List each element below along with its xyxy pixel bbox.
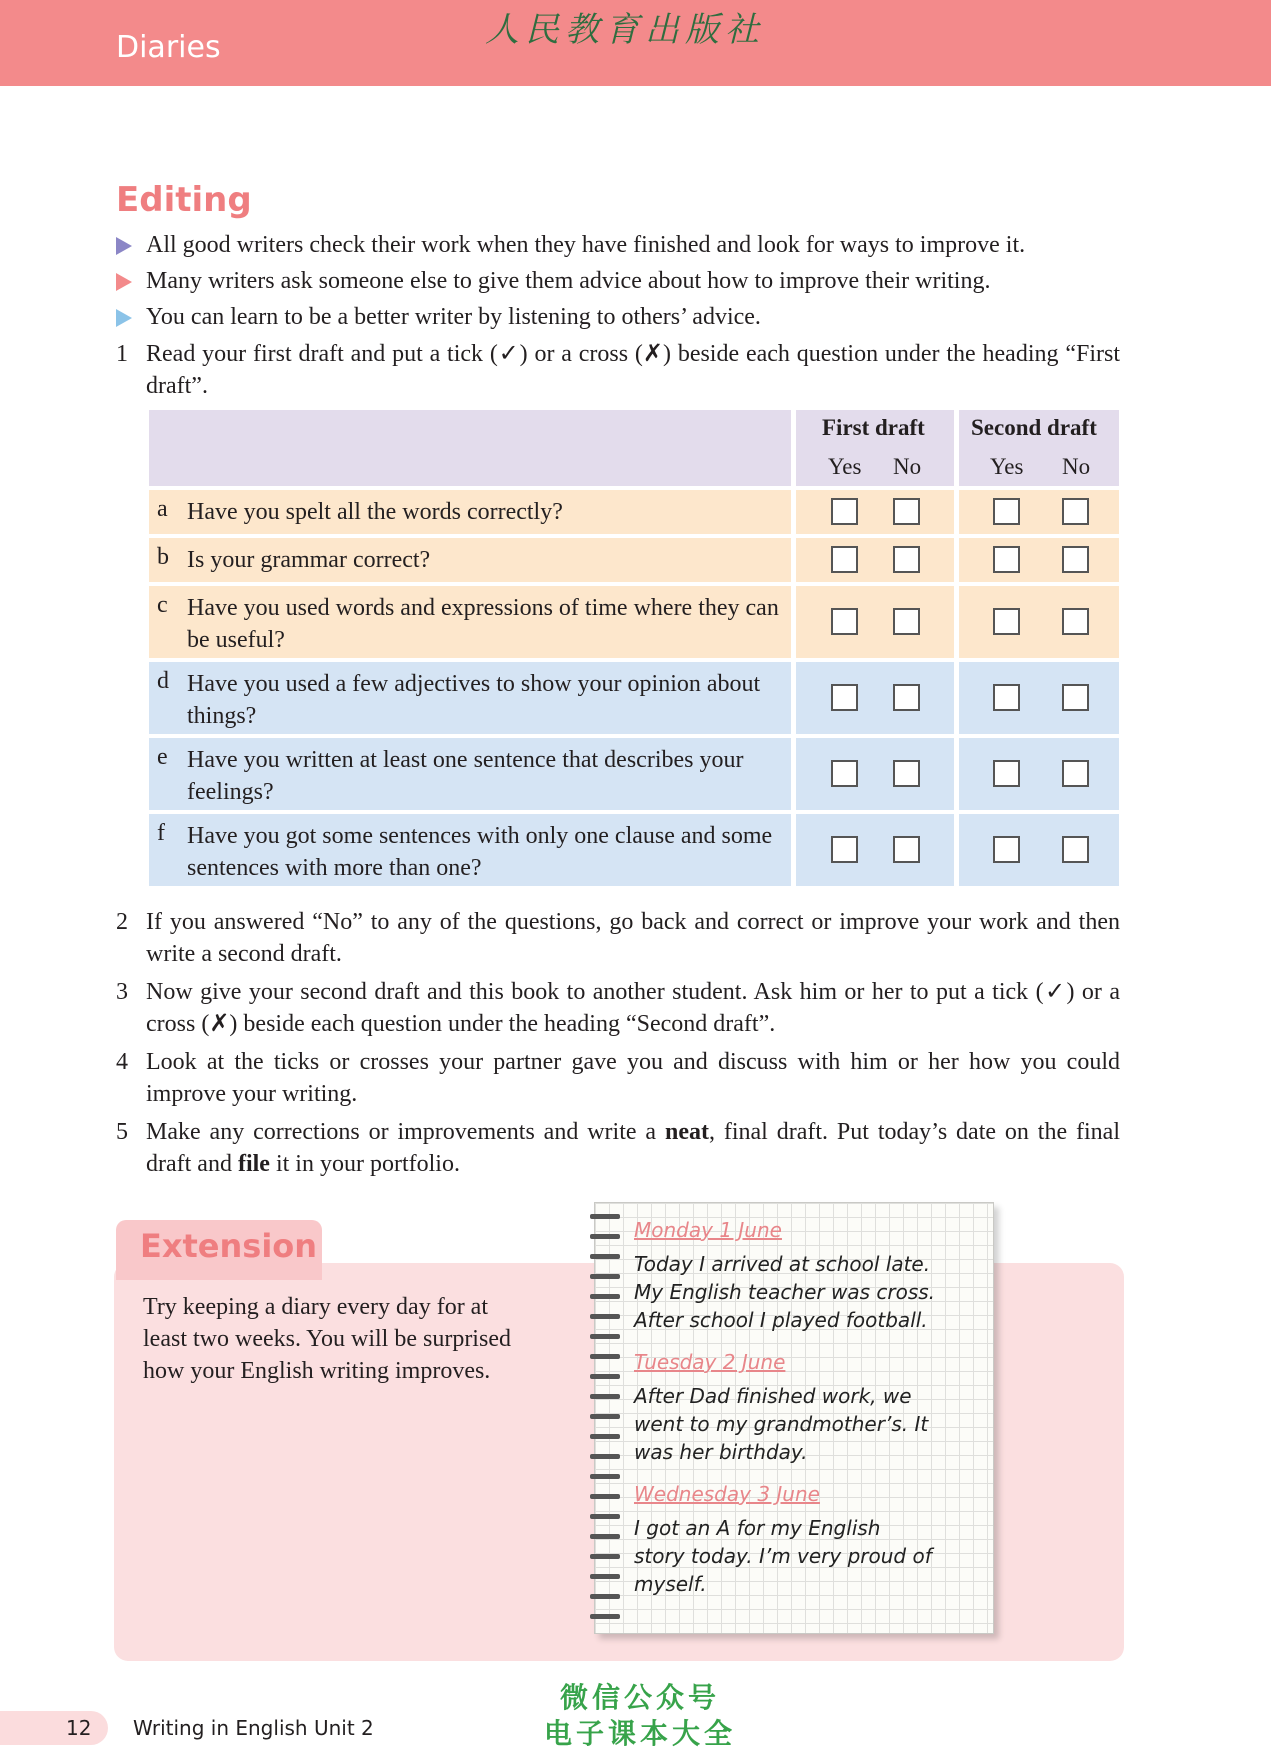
second-draft-no-checkbox[interactable] bbox=[1062, 608, 1089, 635]
first-no-label: No bbox=[893, 454, 922, 479]
table-cell bbox=[959, 662, 1119, 734]
table-cell bbox=[959, 490, 1119, 534]
question-letter: e bbox=[157, 744, 168, 770]
first-draft-label: First draft bbox=[822, 415, 925, 440]
spiral-binding-icon bbox=[590, 1454, 620, 1459]
triangle-bullet-icon bbox=[116, 237, 132, 255]
table-header-blank bbox=[149, 410, 791, 486]
extension-title: Extension bbox=[140, 1227, 318, 1265]
table-cell bbox=[796, 490, 954, 534]
question-letter: f bbox=[157, 820, 165, 846]
spiral-binding-icon bbox=[590, 1414, 620, 1419]
first-draft-yes-checkbox[interactable] bbox=[831, 684, 858, 711]
first-draft-yes-checkbox[interactable] bbox=[831, 608, 858, 635]
page-number-tab bbox=[0, 1711, 108, 1745]
table-cell bbox=[796, 814, 954, 886]
table-cell bbox=[796, 586, 954, 658]
spiral-binding-icon bbox=[590, 1574, 620, 1579]
second-draft-no-checkbox[interactable] bbox=[1062, 546, 1089, 573]
step-text: Look at the ticks or crosses your partner gave you and discuss with him or her how you could improve your writing. bbox=[146, 1049, 1120, 1107]
first-draft-yes-checkbox[interactable] bbox=[831, 760, 858, 787]
diary-line: was her birthday. bbox=[634, 1440, 808, 1464]
second-draft-no-checkbox[interactable] bbox=[1062, 760, 1089, 787]
triangle-bullet-icon bbox=[116, 309, 132, 327]
header-banner bbox=[0, 0, 1271, 86]
step-number: 5 bbox=[116, 1119, 128, 1145]
bullet-text: You can learn to be a better writer by listening to others’ advice. bbox=[146, 304, 761, 330]
page-number: 12 bbox=[66, 1716, 92, 1740]
spiral-binding-icon bbox=[590, 1214, 620, 1219]
question-letter: d bbox=[157, 668, 169, 694]
table-cell bbox=[959, 538, 1119, 582]
spiral-binding-icon bbox=[590, 1234, 620, 1239]
second-draft-yes-checkbox[interactable] bbox=[993, 608, 1020, 635]
diary-line: I got an A for my English bbox=[634, 1516, 881, 1540]
spiral-binding-icon bbox=[590, 1254, 620, 1259]
first-yes-label: Yes bbox=[828, 454, 862, 479]
diary-line: After school I played football. bbox=[634, 1308, 928, 1332]
first-draft-no-checkbox[interactable] bbox=[893, 608, 920, 635]
diary-line: Today I arrived at school late. bbox=[634, 1252, 931, 1276]
diary-line: myself. bbox=[634, 1572, 707, 1596]
table-cell bbox=[959, 814, 1119, 886]
first-draft-yes-checkbox[interactable] bbox=[831, 498, 858, 525]
spiral-binding-icon bbox=[590, 1514, 620, 1519]
triangle-bullet-icon bbox=[116, 273, 132, 291]
first-draft-no-checkbox[interactable] bbox=[893, 760, 920, 787]
spiral-binding-icon bbox=[590, 1614, 620, 1619]
second-draft-yes-checkbox[interactable] bbox=[993, 760, 1020, 787]
second-draft-yes-checkbox[interactable] bbox=[993, 498, 1020, 525]
diary-date: Wednesday 3 June bbox=[634, 1482, 820, 1506]
second-yes-label: Yes bbox=[990, 454, 1024, 479]
first-draft-yes-checkbox[interactable] bbox=[831, 546, 858, 573]
watermark-line-2: 电子课本大全 bbox=[543, 1717, 736, 1750]
first-draft-no-checkbox[interactable] bbox=[893, 684, 920, 711]
diary-line: My English teacher was cross. bbox=[634, 1280, 936, 1304]
step-text: Read your first draft and put a tick (✓) or a cross (✗) beside each question under the heading “First draft”. bbox=[146, 341, 1120, 399]
bold-word-neat: neat bbox=[664, 1119, 709, 1145]
table-cell bbox=[959, 738, 1119, 810]
second-draft-no-checkbox[interactable] bbox=[1062, 836, 1089, 863]
question-letter: c bbox=[157, 592, 168, 618]
step-number: 3 bbox=[116, 979, 128, 1005]
spiral-binding-icon bbox=[590, 1594, 620, 1599]
first-draft-yes-checkbox[interactable] bbox=[831, 836, 858, 863]
question-text: Have you got some sentences with only one clause and some sentences with more than one? bbox=[187, 823, 773, 881]
spiral-binding-icon bbox=[590, 1494, 620, 1499]
footer-unit-title: Writing in English Unit 2 bbox=[133, 1716, 374, 1740]
step-text: If you answered “No” to any of the questions, go back and correct or improve your work and then write a second draft. bbox=[146, 909, 1120, 967]
step-number: 4 bbox=[116, 1049, 128, 1075]
second-draft-yes-checkbox[interactable] bbox=[993, 836, 1020, 863]
first-draft-no-checkbox[interactable] bbox=[893, 836, 920, 863]
second-draft-no-checkbox[interactable] bbox=[1062, 684, 1089, 711]
second-no-label: No bbox=[1062, 454, 1091, 479]
first-draft-no-checkbox[interactable] bbox=[893, 498, 920, 525]
question-text: Have you written at least one sentence that describes your feelings? bbox=[187, 747, 744, 805]
diary-date: Tuesday 2 June bbox=[634, 1350, 786, 1374]
step-text-part: Make any corrections or improvements and write a bbox=[146, 1119, 665, 1145]
publisher-logo: 人民教育出版社 bbox=[485, 10, 765, 50]
table-cell bbox=[796, 662, 954, 734]
second-draft-no-checkbox[interactable] bbox=[1062, 498, 1089, 525]
step-text-part: , final draft. Put today’s date on the final draft and bbox=[146, 1119, 1120, 1177]
question-text: Have you used words and expressions of time where they can be useful? bbox=[187, 595, 779, 653]
table-cell bbox=[959, 586, 1119, 658]
diary-date: Monday 1 June bbox=[634, 1218, 782, 1242]
question-text: Have you used a few adjectives to show your opinion about things? bbox=[187, 671, 761, 729]
diary-line: After Dad finished work, we bbox=[634, 1384, 912, 1408]
spiral-binding-icon bbox=[590, 1314, 620, 1319]
second-draft-yes-checkbox[interactable] bbox=[993, 546, 1020, 573]
spiral-binding-icon bbox=[590, 1534, 620, 1539]
extension-text: Try keeping a diary every day for at least two weeks. You will be surprised how your English writing improves. bbox=[143, 1294, 511, 1384]
bold-word-file: file bbox=[237, 1151, 270, 1177]
second-draft-yes-checkbox[interactable] bbox=[993, 684, 1020, 711]
step-text: Now give your second draft and this book to another student. Ask him or her to put a tick (✓) or a cross (✗) beside each question under the heading “Second draft”. bbox=[146, 979, 1120, 1037]
question-letter: a bbox=[157, 496, 168, 522]
first-draft-no-checkbox[interactable] bbox=[893, 546, 920, 573]
step-number: 1 bbox=[116, 341, 128, 367]
question-letter: b bbox=[157, 544, 169, 570]
spiral-binding-icon bbox=[590, 1434, 620, 1439]
step-text bbox=[146, 1116, 1120, 1180]
diary-line: went to my grandmother’s. It bbox=[634, 1412, 929, 1436]
bullet-text: All good writers check their work when they have finished and look for ways to improve it. bbox=[146, 232, 1026, 258]
question-text: Have you spelt all the words correctly? bbox=[187, 499, 563, 525]
spiral-binding-icon bbox=[590, 1354, 620, 1359]
second-draft-label: Second draft bbox=[971, 415, 1097, 440]
spiral-binding-icon bbox=[590, 1554, 620, 1559]
question-text: Is your grammar correct? bbox=[187, 547, 431, 573]
table-cell bbox=[796, 738, 954, 810]
step-number: 2 bbox=[116, 909, 128, 935]
watermark-line-1: 微信公众号 bbox=[559, 1681, 720, 1714]
spiral-binding-icon bbox=[590, 1394, 620, 1399]
spiral-binding-icon bbox=[590, 1294, 620, 1299]
spiral-binding-icon bbox=[590, 1374, 620, 1379]
chapter-title: Diaries bbox=[116, 30, 221, 65]
section-title: Editing bbox=[116, 180, 252, 220]
spiral-binding-icon bbox=[590, 1334, 620, 1339]
step-text-part: it in your portfolio. bbox=[269, 1151, 460, 1177]
diary-line: story today. I’m very proud of bbox=[634, 1544, 932, 1568]
table-cell bbox=[796, 538, 954, 582]
spiral-binding-icon bbox=[590, 1474, 620, 1479]
bullet-text: Many writers ask someone else to give them advice about how to improve their writing. bbox=[146, 268, 991, 294]
spiral-binding-icon bbox=[590, 1274, 620, 1279]
